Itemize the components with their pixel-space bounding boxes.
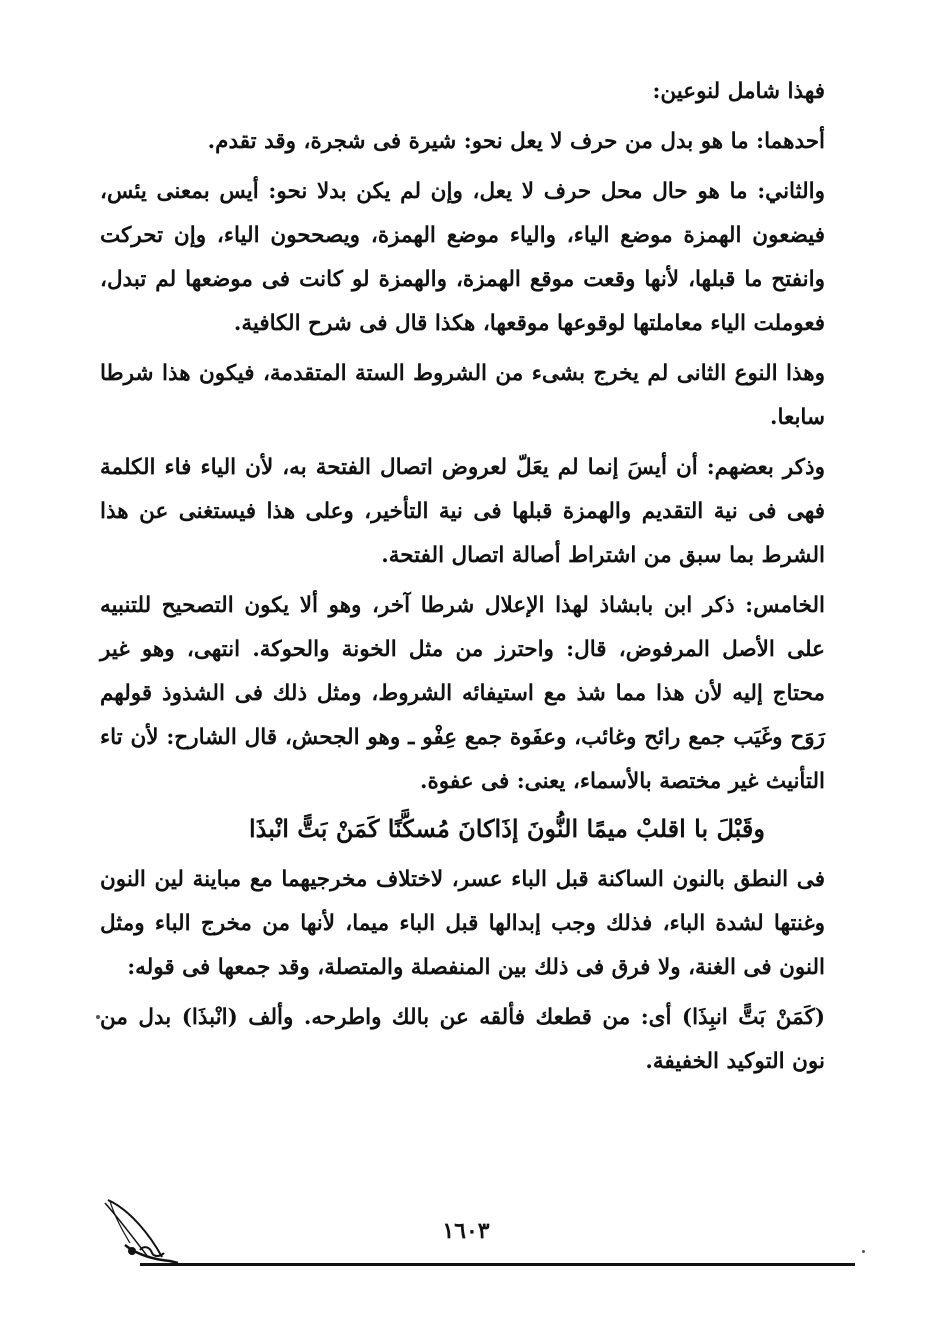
paragraph-3: والثاني: ما هو حال محل حرف لا يعل، وإن لم يكن بدلا نحو: أيس بمعنى يئس، فيضعون الهمزة موضع الياء، والياء موضع الهمزة، ويصححون الياء، وإن تحركت وانفتح ما قبلها، لأنها وقعت موقع الهمزة، والهمزة لو كانت فى موضعها لم تبدل، فعوملت الياء معاملتها لوقوعها موقعها، هكذا قال فى شرح الكافية. <box>100 179 825 336</box>
verse-first-hemistich: وقَبْلَ با اقلبْ ميمًا النُّونَ إذَا <box>494 814 765 843</box>
verse-second-hemistich: كانَ مُسكَّنًا كَمَنْ بَتًّ انْبذَا <box>249 814 495 843</box>
paragraph-6: الخامس: ذكر ابن بابشاذ لهذا الإعلال شرطا آخر، وهو ألا يكون التصحيح للتنبيه على الأصل المرفوض، قال: واحترز من مثل الخونة والحوكة. انتهى، وهو غير محتاج إليه لأن هذا مما شذ مع استيفائه الشروط، ومثل ذلك فى الشذوذ قولهم رَوَح وغَيَب جمع رائح وغائب، وعفَوة جمع عِفْو ـ وهو الجحش، قال الشارح: لأن تاء التأنيث غير مختصة بالأسماء، يعنى: فى عفوة. <box>100 593 825 794</box>
paragraph-2: أحدهما: ما هو بدل من حرف لا يعل نحو: شيرة فى شجرة، وقد تقدم. <box>207 129 825 154</box>
paragraph-5: وذكر بعضهم: أن أيسَ إنما لم يعَلّ لعروض اتصال الفتحة به، لأن الياء فاء الكلمة فهى فى نية التقديم والهمزة قبلها فى نية التأخير، وعلى هذا فيستغنى عن هذا الشرط بما سبق من اشتراط أصالة اتصال الفتحة. <box>100 455 826 568</box>
scan-speck <box>862 1250 865 1253</box>
paragraph-8: (كَمَنْ بَتًّ انبِذَا) أى: من قطعك فألقه عن بالك واطرحه. وألف (انْبذَا) بدل من نون التوكيد الخفيفة. <box>100 1005 825 1074</box>
paragraph-1: فهذا شامل لنوعين: <box>652 79 825 104</box>
footer-rule <box>140 1263 855 1266</box>
verse-line <box>100 806 825 852</box>
scan-speck <box>96 1015 100 1019</box>
paragraph-7: فى النطق بالنون الساكنة قبل الباء عسر، لاختلاف مخرجيهما مع مباينة لين النون وغنتها لشدة الباء، فذلك وجب إبدالها قبل الباء ميما، لأنها من مخرج الباء ومثل النون فى الغنة، ولا فرق فى ذلك بين المنفصلة والمتصلة، وقد جمعها فى قوله: <box>100 867 825 980</box>
page-number: ١٦٠٣ <box>442 1218 490 1244</box>
main-text <box>100 70 825 1084</box>
paragraph-4: وهذا النوع الثانى لم يخرج بشىء من الشروط الستة المتقدمة، فيكون هذا شرطا سابعا. <box>100 361 825 430</box>
quill-ornament-icon <box>100 1195 180 1270</box>
